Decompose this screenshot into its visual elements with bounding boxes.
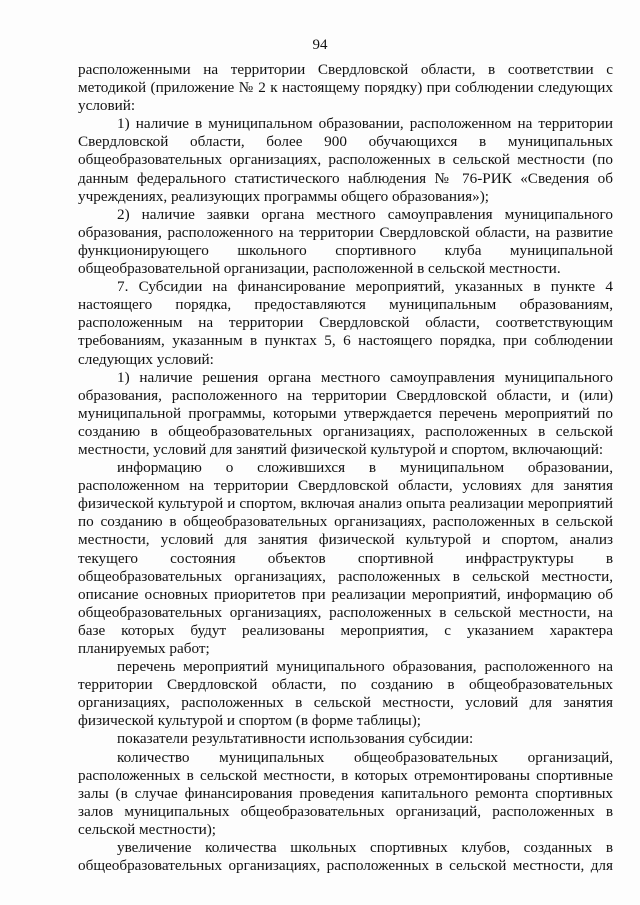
page-number: 94 [312,37,328,53]
paragraph-indicator-sports-clubs: увеличение количества школьных спортивных клубов, созданных в общеобразовательных организациях, расположенных в сельской местности, для [78,839,613,875]
paragraph-clause-7-condition-1: 1) наличие решения органа местного самоуправления муниципального образования, расположенного на территории Свердловской области, и (или) муниципальной программы, которыми утверждается перечень мероприятий по созданию в общеобразовательных организациях, расположенных в сельской местности, условий для занятий физической культурой и спортом, включающий: [78,368,613,458]
paragraph-condition-2: 2) наличие заявки органа местного самоуправления муниципального образования, расположенного на территории Свердловской области, на развитие функционирующего школьного спортивного клуба муниципальной общеобразовательной организации, расположенной в сельской местности. [78,205,613,278]
paragraph-indicators-heading: показатели результативности использования субсидии: [117,730,474,748]
paragraph-measures-list: перечень мероприятий муниципального образования, расположенного на территории Свердловской области, по созданию в общеобразовательных организациях, расположенных в сельской местности, условий для занятия физической культурой и спортом (в форме таблицы); [78,658,613,730]
paragraph-clause-7: 7. Субсидии на финансирование мероприятий, указанных в пункте 4 настоящего порядка, предоставляются муниципальным образованиям, расположенным на территории Свердловской области, соответствующим требованиям, указанным в пунктах 5, 6 настоящего порядка, при соблюдении следующих условий: [78,278,613,368]
paragraph-continuation: расположенными на территории Свердловской области, в соответствии с методикой (приложение № 2 к настоящему порядку) при соблюдении следующих условий: [78,61,613,115]
document-body [78,61,613,875]
paragraph-indicator-repaired-halls: количество муниципальных общеобразовательных организаций, расположенных в сельской местности, в которых отремонтированы спортивные залы (в случае финансирования проведения капитального ремонта спортивных залов муниципальных общеобразовательных организаций, расположенных в сельской местности); [78,748,613,838]
paragraph-condition-1: 1) наличие в муниципальном образовании, расположенном на территории Свердловской области, более 900 обучающихся в муниципальных общеобразовательных организациях, расположенных в сельской местности (по данным федерального статистического наблюдения № 76-РИК «Сведения об учреждениях, реализующих программы общего образования»); [78,115,613,205]
paragraph-information: информацию о сложившихся в муниципальном образовании, расположенном на территории Свердловской области, условиях для занятия физической культурой и спортом, включая анализ опыта реализации мероприятий по созданию в общеобразовательных организациях, расположенных в сельской местности, условий для занятия физической культурой и спортом, анализ текущего состояния объектов спортивной инфраструктуры в общеобразовательных организациях, расположенных в сельской местности, описание основных приоритетов при реализации мероприятий, информацию об общеобразовательных организациях, расположенных в сельской местности, на базе которых будут реализованы мероприятия, с указанием характера планируемых работ; [78,459,613,657]
